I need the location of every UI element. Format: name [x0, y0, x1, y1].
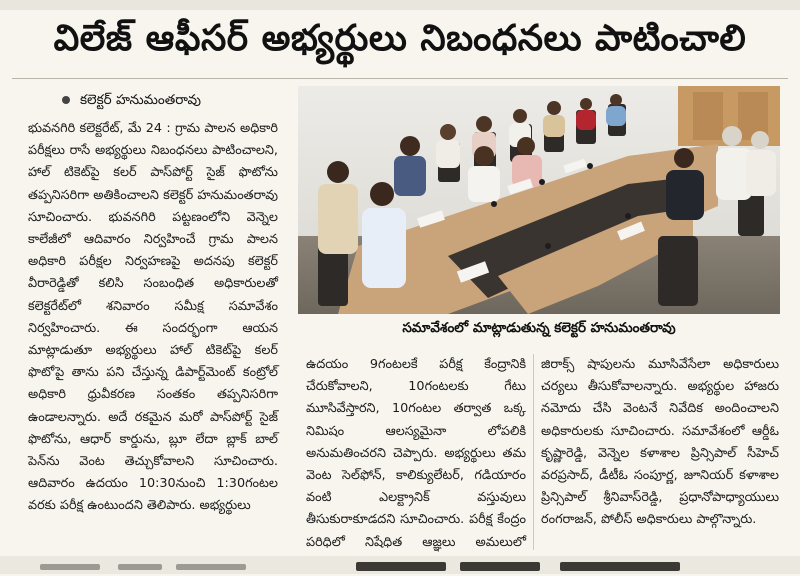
next-article-cutoff [0, 556, 800, 574]
headline: విలేజ్ ఆఫీసర్ అభ్యర్థులు నిబంధనలు పాటించాలి [53, 18, 747, 59]
byline-text: కలెక్టర్ హనుమంతరావు [80, 92, 201, 108]
cut-text-fragment [560, 562, 680, 571]
meeting-photo-image [298, 86, 780, 314]
article-column-3: జిరాక్స్ షాపులను మూసివేసేలా అధికారులు చర్యలు తీసుకోవాలన్నారు. అభ్యర్థుల హాజరు నమోదు చేసి వెంటనే నివేదిక అందించాలని అధికారులకు సూచించారు. సమావేశంలో ఆర్డీఓ కృష్ణారెడ్డి, వెన్నెల కళాశాల ప్రిన్సిపాల్ సీహెచ్ వరప్రసాద్, డీటీఓ సంపూర్ణ, జూనియర్ కళాశాల ప్రిన్సిపాల్ శ్రీనివాస్‌రెడ్డి, ప్రధానోపాధ్యాయులు రంగరాజన్, పోలీస్ అధికారులు పాల్గొన్నారు. [541, 357, 779, 528]
headline-rule [12, 78, 788, 79]
article-column-1: భువనగిరి కలెక్టరేట్, మే 24 : గ్రామ పాలన అధికారి పరీక్షలు రాసే అభ్యర్థులు నిబంధనలు పాటించాలని, హాల్ టికెట్‌పై కలర్ పాస్‌పోర్ట్ సైజ్ ఫొటోను తప్పనిసరిగా అతికించాలని కలెక్టర్ హనుమంతరావు సూచించారు. భువనగిరి పట్టణంలోని వెన్నెల కాలేజీలో ఆదివారం నిర్వహించే గ్రామ పాలన అధికారి పరీక్షల నిర్వహణపై అదనపు కలెక్టర్ వీరారెడ్డితో కలిసి సంబంధిత అధికారులతో కలెక్టరేట్‌లో శనివారం సమీక్ష సమావేశం నిర్వహించారు. ఈ సందర్భంగా ఆయన మాట్లాడుతూ అభ్యర్థులు హాల్ టికెట్‌పై కలర్ ఫొటోపై తాను పని చేస్తున్న డిపార్ట్‌మెంట్ కంట్రోల్ అధికారి ధ్రువీకరణ సంతకం తప్పనిసరిగా ఉండాలన్నారు. అదే రకమైన మరో పాస్‌పోర్ట్ సైజ్ ఫొటోను, ఆధార్ కార్డును, బ్లూ లేదా బ్లాక్ బాల్ పెన్‌ను వెంట తెచ్చుకోవాలని సూచించారు. ఆదివారం ఉదయం 10:30నుంచి 1:30గంటల వరకు పరీక్ష ఉంటుందని తెలిపారు. అభ్యర్థులు [28, 121, 278, 514]
cut-text-fragment [40, 564, 100, 570]
photo-caption: సమావేశంలో మాట్లాడుతున్న కలెక్టర్ హనుమంతరావు [402, 319, 676, 336]
cut-text-fragment [176, 564, 246, 570]
meeting-photo [298, 86, 780, 314]
bullet-icon [62, 96, 70, 104]
byline [62, 92, 201, 111]
cut-text-fragment [460, 562, 540, 571]
column-divider [533, 354, 534, 550]
cut-text-fragment [118, 564, 162, 570]
article-column-2: ఉదయం 9గంటలకే పరీక్ష కేంద్రానికి చేరుకోవాలని, 10గంటలకు గేటు మూసివేస్తారని, 10గంటల తర్వాత ఒక్క నిమిషం ఆలస్యమైనా లోపలికి అనుమతించరని చెప్పారు. అభ్యర్థులు తమ వెంట సెల్‌ఫోన్, కాలిక్యులేటర్, గడియారం వంటి ఎలక్ట్రానిక్ వస్తువులు తీసుకురాకూడదని సూచించారు. పరీక్ష కేంద్రం పరిధిలో నిషేధిత ఆజ్ఞలు అమలులో [306, 357, 526, 550]
top-margin-band [0, 0, 800, 10]
cut-text-fragment [356, 562, 446, 571]
